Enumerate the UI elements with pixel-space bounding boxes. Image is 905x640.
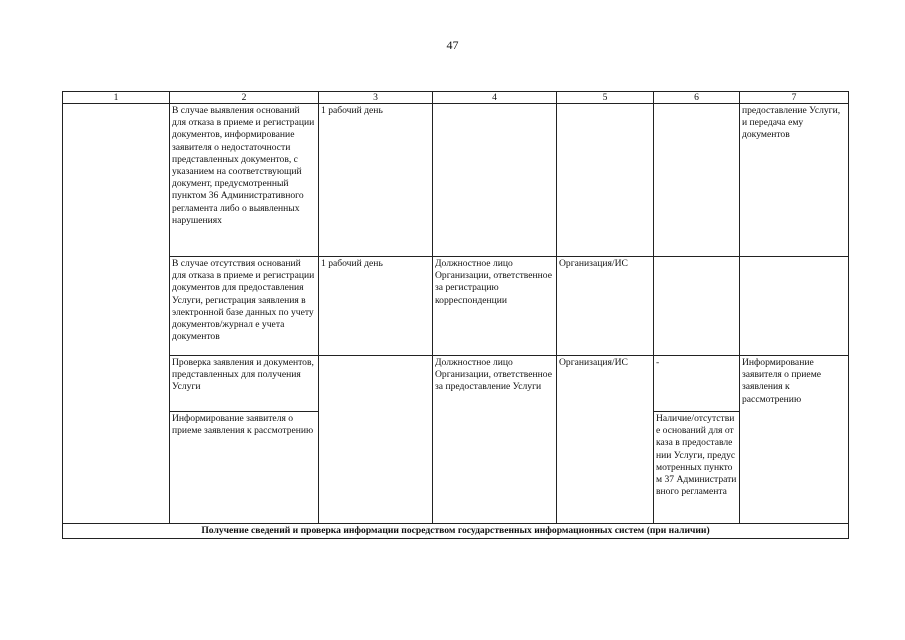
result-cell: Информирование заявителя о приеме заявления к рассмотрению	[740, 356, 849, 524]
section-row	[63, 524, 849, 539]
col1-empty-cell	[63, 104, 170, 524]
procedure-table	[62, 91, 849, 539]
action-cell: Информирование заявителя о приеме заявления к рассмотрению	[170, 412, 319, 524]
criteria-cell	[654, 104, 740, 257]
page-number: 47	[446, 38, 459, 52]
responsible-cell	[433, 104, 557, 257]
duration-cell: 1 рабочий день	[319, 257, 433, 356]
duration-cell: 1 рабочий день	[319, 104, 433, 257]
header-col-7: 7	[740, 92, 849, 104]
criteria-cell	[654, 257, 740, 356]
criteria-cell: -	[654, 356, 740, 412]
responsible-cell: Должностное лицо Организации, ответственное за предоставление Услуги	[433, 356, 557, 524]
result-cell: предоставление Услуги, и передача ему документов	[740, 104, 849, 257]
table-row	[63, 356, 849, 412]
responsible-cell: Должностное лицо Организации, ответственное за регистрацию корреспонденции	[433, 257, 557, 356]
place-cell: Организация/ИС	[557, 356, 654, 524]
header-col-3: 3	[319, 92, 433, 104]
criteria-cell: Наличие/отсутствие оснований для отказа в предоставлении Услуги, предусмотренных пунктом 37 Административного регламента	[654, 412, 740, 524]
action-cell: В случае отсутствия оснований для отказа в приеме и регистрации документов для предоставления Услуги, регистрация заявления в электронной базе данных по учету документов/журнал е учета документов	[170, 257, 319, 356]
header-col-2: 2	[170, 92, 319, 104]
header-col-6: 6	[654, 92, 740, 104]
action-cell: Проверка заявления и документов, представленных для получения Услуги	[170, 356, 319, 412]
place-cell	[557, 104, 654, 257]
table-row	[63, 104, 849, 257]
header-col-1: 1	[63, 92, 170, 104]
header-row	[63, 92, 849, 104]
duration-cell	[319, 356, 433, 524]
section-title: Получение сведений и проверка информации посредством государственных информационных систем (при наличии)	[63, 524, 849, 539]
header-col-5: 5	[557, 92, 654, 104]
action-cell: В случае выявления оснований для отказа в приеме и регистрации документов, информирование заявителя о недостаточности представленных документов, с указанием на соответствующий документ, предусмотренный пунктом 36 Административного регламента либо о выявленных нарушениях	[170, 104, 319, 257]
table-row	[63, 257, 849, 356]
result-cell	[740, 257, 849, 356]
header-col-4: 4	[433, 92, 557, 104]
place-cell: Организация/ИС	[557, 257, 654, 356]
